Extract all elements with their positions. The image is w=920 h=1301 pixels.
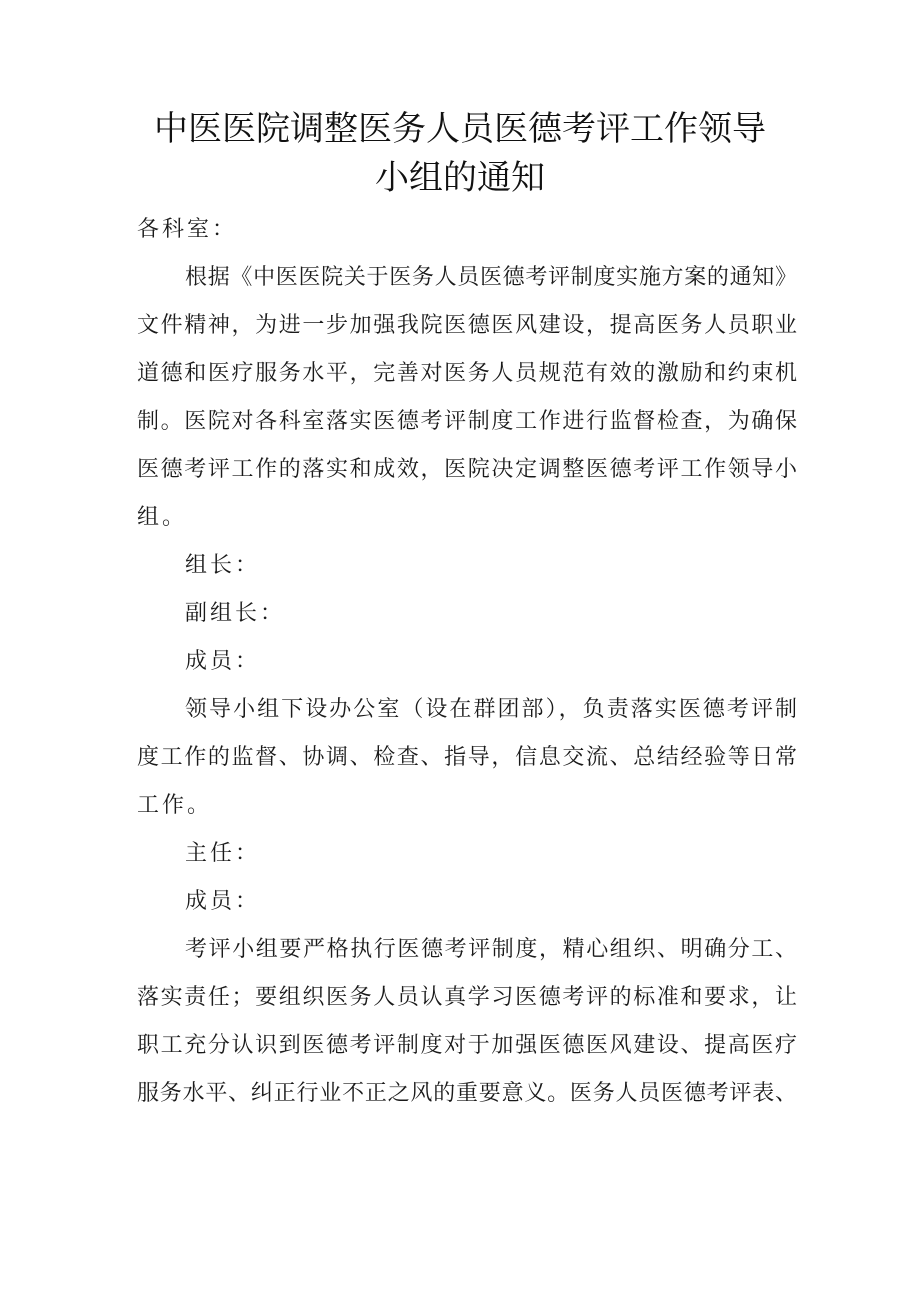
document-title-line-2: 小组的通知: [375, 158, 545, 198]
director-label: 主任：: [185, 841, 261, 866]
final-paragraph-line-3: 职工充分认识到医德考评制度对于加强医德医风建设、提高医疗: [137, 1033, 797, 1058]
paragraph-1-line-2: 文件精神，为进一步加强我院医德医风建设，提高医务人员职业: [137, 313, 797, 338]
group-leader-label: 组长：: [185, 553, 261, 578]
office-paragraph-line-1: 领导小组下设办公室（设在群团部），负责落实医德考评制: [185, 697, 797, 722]
final-paragraph-line-2: 落实责任；要组织医务人员认真学习医德考评的标准和要求，让: [137, 985, 797, 1010]
final-paragraph-line-1: 考评小组要严格执行医德考评制度，精心组织、明确分工、: [185, 937, 797, 962]
paragraph-1-line-5: 医德考评工作的落实和成效，医院决定调整医德考评工作领导小: [137, 457, 797, 482]
paragraph-1-line-4: 制。医院对各科室落实医德考评制度工作进行监督检查，为确保: [137, 409, 797, 434]
final-paragraph-line-4: 服务水平、纠正行业不正之风的重要意义。医务人员医德考评表、: [137, 1081, 797, 1106]
paragraph-1-line-3: 道德和医疗服务水平，完善对医务人员规范有效的激励和约束机: [137, 361, 797, 386]
deputy-leader-label: 副组长：: [185, 601, 286, 626]
office-paragraph-line-2: 度工作的监督、协调、检查、指导，信息交流、总结经验等日常: [137, 745, 797, 770]
paragraph-1-line-1: 根据《中医医院关于医务人员医德考评制度实施方案的通知》: [185, 265, 797, 290]
office-members-label: 成员：: [185, 889, 261, 914]
salutation: 各科室：: [137, 217, 238, 242]
document-title-line-1: 中医医院调整医务人员医德考评工作领导: [154, 109, 766, 149]
members-label: 成员：: [185, 649, 261, 674]
office-paragraph-line-3: 工作。: [137, 793, 213, 818]
paragraph-1-line-6: 组。: [137, 505, 188, 530]
